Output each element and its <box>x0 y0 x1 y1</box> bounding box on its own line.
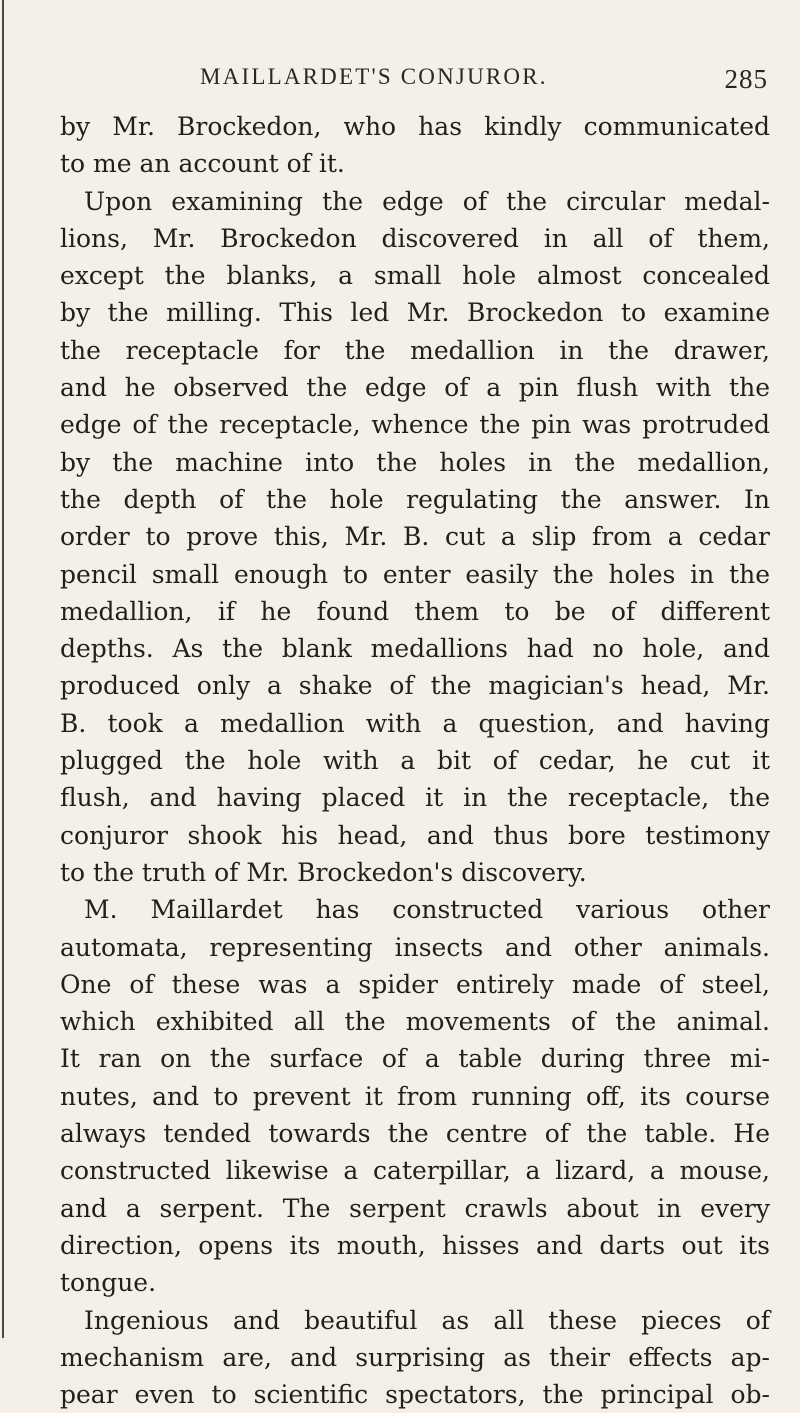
text-line: and he observed the edge of a pin flush with the <box>60 373 770 403</box>
text-line: depths. As the blank medallions had no hole, and <box>60 634 770 664</box>
page-number: 285 <box>724 64 768 94</box>
text-line: by the milling. This led Mr. Brockedon to examine <box>60 298 770 328</box>
page-header <box>60 64 768 104</box>
text-line: automata, representing insects and other animals. <box>60 932 770 962</box>
text-line: except the blanks, a small hole almost concealed <box>60 261 770 291</box>
text-line: pencil small enough to enter easily the holes in the <box>60 559 770 589</box>
text-line: flush, and having placed it in the receptacle, the <box>60 783 770 813</box>
body-text <box>60 108 770 1413</box>
text-line: order to prove this, Mr. B. cut a slip from a cedar <box>60 522 770 552</box>
text-line: to the truth of Mr. Brockedon's discovery. <box>60 857 587 887</box>
text-line: It ran on the surface of a table during three mi- <box>60 1044 770 1074</box>
text-line: and a serpent. The serpent crawls about in every <box>60 1193 770 1223</box>
text-line: the depth of the hole regulating the answer. In <box>60 484 770 514</box>
page-edge-rule <box>2 0 4 1338</box>
text-line: B. took a medallion with a question, and having <box>60 708 770 738</box>
text-line: pear even to scientific spectators, the principal ob- <box>60 1380 770 1410</box>
text-line: always tended towards the centre of the table. He <box>60 1119 770 1149</box>
text-line: Upon examining the edge of the circular medal- <box>84 186 770 216</box>
text-line: the receptacle for the medallion in the drawer, <box>60 335 770 365</box>
text-line: constructed likewise a caterpillar, a lizard, a mouse, <box>60 1156 770 1186</box>
running-head: MAILLARDET'S CONJUROR. <box>200 64 548 89</box>
text-line: mechanism are, and surprising as their effects ap- <box>60 1342 770 1372</box>
text-line: plugged the hole with a bit of cedar, he cut it <box>60 746 770 776</box>
text-line: Ingenious and beautiful as all these pieces of <box>84 1305 770 1335</box>
text-line: direction, opens its mouth, hisses and darts out its <box>60 1230 770 1260</box>
text-line: tongue. <box>60 1268 157 1298</box>
text-line: by the machine into the holes in the medallion, <box>60 447 770 477</box>
text-line: lions, Mr. Brockedon discovered in all of them, <box>60 223 770 253</box>
text-line: conjuror shook his head, and thus bore testimony <box>60 820 770 850</box>
text-line: nutes, and to prevent it from running off, its course <box>60 1081 770 1111</box>
text-line: One of these was a spider entirely made of steel, <box>60 969 770 999</box>
text-line: medallion, if he found them to be of different <box>60 596 770 626</box>
text-line: to me an account of it. <box>60 149 345 179</box>
text-line: M. Maillardet has constructed various other <box>84 895 770 925</box>
text-line: by Mr. Brockedon, who has kindly communicated <box>60 112 770 141</box>
text-line: produced only a shake of the magician's head, Mr. <box>60 671 770 701</box>
text-line: edge of the receptacle, whence the pin was protruded <box>60 410 770 440</box>
text-line: which exhibited all the movements of the animal. <box>60 1007 770 1037</box>
